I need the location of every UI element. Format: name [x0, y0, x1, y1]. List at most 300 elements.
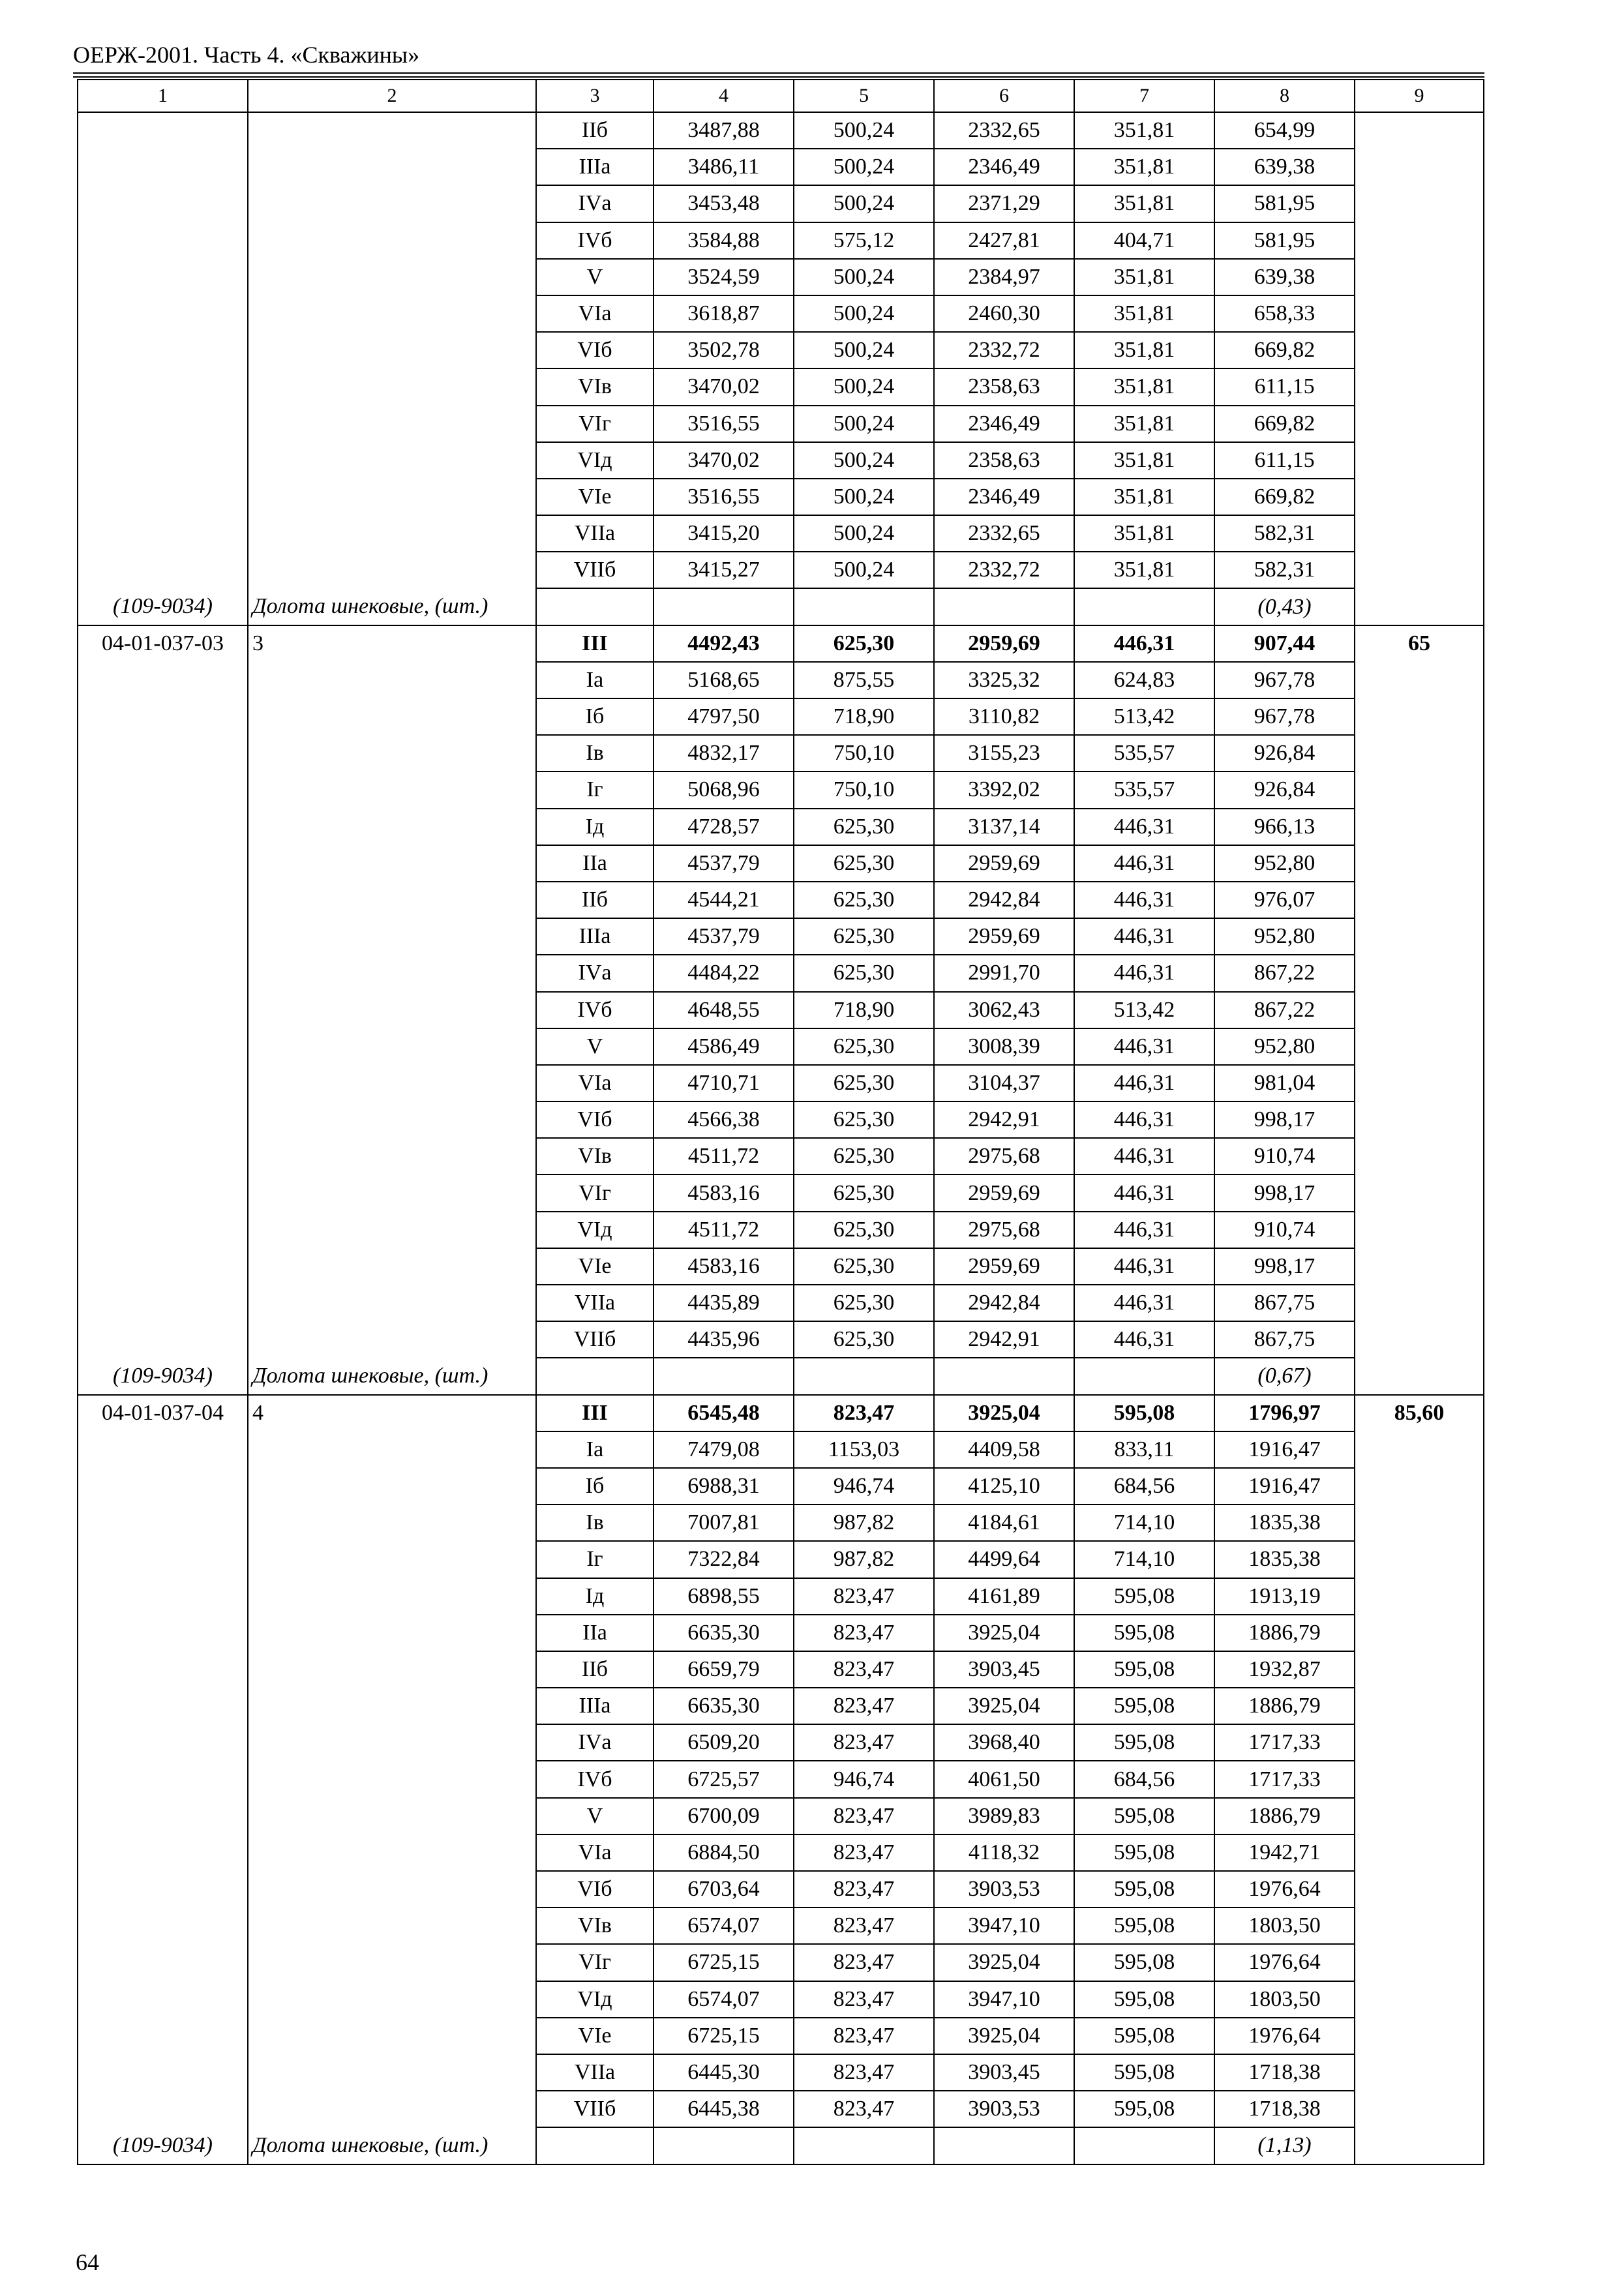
rate-code-cell: VIд [536, 442, 654, 479]
total-cell [1355, 1431, 1484, 1468]
total-cost-cell: 3584,88 [654, 222, 794, 259]
total-cell [1355, 992, 1484, 1028]
description-cell [248, 332, 536, 368]
total-cell [1355, 515, 1484, 552]
wages-cell: 823,47 [794, 1871, 934, 1908]
rate-code-cell: Iв [536, 735, 654, 771]
rate-code-cell: VIIб [536, 2091, 654, 2127]
machine-cost-cell: 2346,49 [934, 406, 1074, 442]
machinist-wages-cell: 351,81 [1074, 442, 1214, 479]
rate-code-cell [78, 1321, 248, 1358]
machinist-wages-cell: 595,08 [1074, 1615, 1214, 1651]
materials-cost-cell: 981,04 [1214, 1065, 1355, 1101]
rate-code-cell: IIб [536, 112, 654, 149]
materials-cost-cell: 952,80 [1214, 918, 1355, 955]
total-cost-cell: 4537,79 [654, 918, 794, 955]
materials-cost-cell: 1916,47 [1214, 1431, 1355, 1468]
machinist-wages-cell: 624,83 [1074, 662, 1214, 698]
materials-cost-cell: 1717,33 [1214, 1761, 1355, 1797]
rate-code-cell [78, 1944, 248, 1981]
rate-code-cell [78, 1871, 248, 1908]
rate-code-cell: VIIб [536, 552, 654, 588]
rate-code-cell [78, 185, 248, 222]
machinist-wages-cell: 833,11 [1074, 1431, 1214, 1468]
total-cost-cell: 3502,78 [654, 332, 794, 368]
total-cost-cell: 4648,55 [654, 992, 794, 1028]
empty-cell [1074, 2127, 1214, 2164]
column-number: 1 [78, 80, 248, 112]
total-cell [1355, 735, 1484, 771]
total-cell [1355, 149, 1484, 185]
total-cell [1355, 1944, 1484, 1981]
materials-cost-cell: 998,17 [1214, 1101, 1355, 1138]
rate-code-cell [78, 1468, 248, 1504]
column-number: 7 [1074, 80, 1214, 112]
table-row [78, 406, 1484, 442]
table-row [78, 1431, 1484, 1468]
rate-code-cell [78, 1101, 248, 1138]
materials-cost-cell: 611,15 [1214, 368, 1355, 405]
total-cell [1355, 1908, 1484, 1944]
description-cell [248, 809, 536, 845]
machinist-wages-cell: 684,56 [1074, 1468, 1214, 1504]
description-cell [248, 1761, 536, 1797]
total-cell [1355, 1871, 1484, 1908]
column-number: 5 [794, 80, 934, 112]
machinist-wages-cell: 446,31 [1074, 845, 1214, 882]
description-cell [248, 1541, 536, 1578]
rate-code-cell [78, 2018, 248, 2054]
description-cell [248, 295, 536, 332]
machine-cost-cell: 3903,45 [934, 1651, 1074, 1688]
resource-name: Долота шнековые, (шт.) [248, 2127, 536, 2164]
rate-code-cell [78, 112, 248, 149]
total-cost-cell: 6445,38 [654, 2091, 794, 2127]
rate-code-cell: VIв [536, 1138, 654, 1174]
wages-cell: 500,24 [794, 259, 934, 295]
total-cost-cell: 4797,50 [654, 698, 794, 735]
table-row [78, 332, 1484, 368]
description-cell [248, 1578, 536, 1615]
materials-cost-cell: 582,31 [1214, 552, 1355, 588]
wages-cell: 625,30 [794, 1212, 934, 1248]
machine-cost-cell: 4161,89 [934, 1578, 1074, 1615]
rate-code-cell: IIб [536, 1651, 654, 1688]
description-cell [248, 1981, 536, 2018]
total-cell [1355, 1028, 1484, 1065]
machinist-wages-cell: 446,31 [1074, 1028, 1214, 1065]
wages-cell: 823,47 [794, 2018, 934, 2054]
wages-cell: 625,30 [794, 1285, 934, 1321]
resource-name: Долота шнековые, (шт.) [248, 588, 536, 625]
machinist-wages-cell: 595,08 [1074, 1724, 1214, 1761]
resource-code: (109-9034) [78, 588, 248, 625]
total-cell [1355, 1138, 1484, 1174]
total-cell [1355, 1541, 1484, 1578]
empty-cell [654, 588, 794, 625]
rate-code-cell: IIа [536, 1615, 654, 1651]
rate-code-cell [78, 222, 248, 259]
wages-cell: 500,24 [794, 185, 934, 222]
total-cell [1355, 1615, 1484, 1651]
total-cell [1355, 1212, 1484, 1248]
rate-code-cell [78, 2091, 248, 2127]
machinist-wages-cell: 446,31 [1074, 1101, 1214, 1138]
machine-cost-cell: 3925,04 [934, 2018, 1074, 2054]
total-cell: 85,60 [1355, 1395, 1484, 1431]
rate-code-cell [78, 845, 248, 882]
machine-cost-cell: 3155,23 [934, 735, 1074, 771]
table-row [78, 1138, 1484, 1174]
table-row [78, 112, 1484, 149]
description-cell [248, 1651, 536, 1688]
rate-code-cell: VIб [536, 1101, 654, 1138]
machinist-wages-cell: 595,08 [1074, 1578, 1214, 1615]
total-cell [1355, 368, 1484, 405]
description-cell [248, 515, 536, 552]
description-cell [248, 185, 536, 222]
machine-cost-cell: 2991,70 [934, 955, 1074, 991]
total-cost-cell: 6574,07 [654, 1908, 794, 1944]
empty-cell [1074, 1358, 1214, 1394]
table-row [78, 2091, 1484, 2127]
materials-cost-cell: 639,38 [1214, 259, 1355, 295]
total-cost-cell: 4566,38 [654, 1101, 794, 1138]
table-row [78, 1248, 1484, 1285]
rate-code-cell: IIIа [536, 1688, 654, 1724]
total-cell [1355, 955, 1484, 991]
rate-code-cell [78, 1615, 248, 1651]
wages-cell: 823,47 [794, 1615, 934, 1651]
total-cell [1355, 1578, 1484, 1615]
total-cost-cell: 4484,22 [654, 955, 794, 991]
wages-cell: 987,82 [794, 1541, 934, 1578]
total-cell [1355, 1834, 1484, 1871]
rate-code-cell [78, 1834, 248, 1871]
materials-cost-cell: 1886,79 [1214, 1798, 1355, 1834]
description-cell [248, 918, 536, 955]
total-cost-cell: 6659,79 [654, 1651, 794, 1688]
machinist-wages-cell: 595,08 [1074, 2054, 1214, 2091]
total-cost-cell: 3487,88 [654, 112, 794, 149]
machinist-wages-cell: 351,81 [1074, 552, 1214, 588]
materials-cost-cell: 867,22 [1214, 992, 1355, 1028]
total-cell [1355, 845, 1484, 882]
resource-note-row [78, 1358, 1484, 1394]
total-cost-cell: 3415,27 [654, 552, 794, 588]
machine-cost-cell: 2384,97 [934, 259, 1074, 295]
table-row [78, 1651, 1484, 1688]
machinist-wages-cell: 351,81 [1074, 295, 1214, 332]
wages-cell: 625,30 [794, 955, 934, 991]
table-row [78, 149, 1484, 185]
machine-cost-cell: 2346,49 [934, 149, 1074, 185]
rate-code-cell [78, 1908, 248, 1944]
wages-cell: 500,24 [794, 552, 934, 588]
description-cell [248, 1321, 536, 1358]
description-cell [248, 1798, 536, 1834]
header-rule [73, 72, 1484, 74]
materials-cost-cell: 910,74 [1214, 1212, 1355, 1248]
rate-code-cell: VIа [536, 1834, 654, 1871]
total-cost-cell: 6725,57 [654, 1761, 794, 1797]
machinist-wages-cell: 351,81 [1074, 185, 1214, 222]
total-cell [1355, 1798, 1484, 1834]
table-row [78, 1101, 1484, 1138]
table-row [78, 1504, 1484, 1541]
rate-code-cell [78, 1981, 248, 2018]
table-row [78, 368, 1484, 405]
table-row [78, 1761, 1484, 1797]
rate-code-cell: Iа [536, 662, 654, 698]
total-cost-cell: 4832,17 [654, 735, 794, 771]
machine-cost-cell: 2975,68 [934, 1212, 1074, 1248]
rate-code-cell [78, 515, 248, 552]
column-number: 6 [934, 80, 1074, 112]
total-cell [1355, 479, 1484, 515]
machinist-wages-cell: 535,57 [1074, 771, 1214, 808]
total-cost-cell: 3516,55 [654, 406, 794, 442]
description-cell [248, 2018, 536, 2054]
rate-code-cell: VIIа [536, 1285, 654, 1321]
machinist-wages-cell: 595,08 [1074, 1871, 1214, 1908]
wages-cell: 750,10 [794, 735, 934, 771]
total-cost-cell: 6635,30 [654, 1688, 794, 1724]
header-rule-double [73, 76, 1484, 78]
table-row [78, 259, 1484, 295]
machinist-wages-cell: 595,08 [1074, 1798, 1214, 1834]
rate-code-cell [78, 1285, 248, 1321]
total-cell [1355, 222, 1484, 259]
rate-code-cell: Iб [536, 698, 654, 735]
machine-cost-cell: 3392,02 [934, 771, 1074, 808]
description-cell [248, 259, 536, 295]
wages-cell: 946,74 [794, 1761, 934, 1797]
description-cell [248, 406, 536, 442]
wages-cell: 823,47 [794, 2054, 934, 2091]
wages-cell: 823,47 [794, 1981, 934, 2018]
rate-code-cell: IVа [536, 955, 654, 991]
materials-cost-cell: 1976,64 [1214, 1944, 1355, 1981]
rate-code-cell: Iв [536, 1504, 654, 1541]
machinist-wages-cell: 595,08 [1074, 1651, 1214, 1688]
table-row [78, 955, 1484, 991]
rate-code-cell [78, 735, 248, 771]
table-row [78, 1688, 1484, 1724]
machine-cost-cell: 3925,04 [934, 1944, 1074, 1981]
total-cost-cell: 3516,55 [654, 479, 794, 515]
machine-cost-cell: 4118,32 [934, 1834, 1074, 1871]
rate-code-cell [78, 2054, 248, 2091]
total-cost-cell: 6635,30 [654, 1615, 794, 1651]
machinist-wages-cell: 446,31 [1074, 1174, 1214, 1211]
materials-cost-cell: 1886,79 [1214, 1688, 1355, 1724]
page-number: 64 [76, 2249, 99, 2275]
empty-cell [1355, 1358, 1484, 1394]
table-row [78, 185, 1484, 222]
total-cost-cell: 3470,02 [654, 442, 794, 479]
empty-cell [1355, 588, 1484, 625]
table-row [78, 918, 1484, 955]
wages-cell: 625,30 [794, 845, 934, 882]
rate-code-cell [78, 552, 248, 588]
empty-cell [794, 588, 934, 625]
machine-cost-cell: 3903,53 [934, 1871, 1074, 1908]
table-row [78, 1065, 1484, 1101]
table-row [78, 809, 1484, 845]
machine-cost-cell: 3989,83 [934, 1798, 1074, 1834]
total-cost-cell: 5068,96 [654, 771, 794, 808]
table-row [78, 515, 1484, 552]
materials-cost-cell: 1718,38 [1214, 2054, 1355, 2091]
total-cost-cell: 4492,43 [654, 625, 794, 662]
table-row [78, 625, 1484, 662]
materials-cost-cell: 669,82 [1214, 332, 1355, 368]
machinist-wages-cell: 446,31 [1074, 955, 1214, 991]
total-cell [1355, 1468, 1484, 1504]
materials-cost-cell: 967,78 [1214, 662, 1355, 698]
total-cost-cell: 7322,84 [654, 1541, 794, 1578]
machine-cost-cell: 2959,69 [934, 1174, 1074, 1211]
rate-code-cell: VIб [536, 332, 654, 368]
total-cell [1355, 1065, 1484, 1101]
empty-cell [654, 2127, 794, 2164]
materials-cost-cell: 910,74 [1214, 1138, 1355, 1174]
materials-cost-cell: 581,95 [1214, 185, 1355, 222]
rate-code-cell [78, 1174, 248, 1211]
wages-cell: 625,30 [794, 1248, 934, 1285]
rates-table [77, 79, 1484, 2165]
total-cell [1355, 259, 1484, 295]
rate-code-cell [78, 771, 248, 808]
total-cost-cell: 4728,57 [654, 809, 794, 845]
rate-code-cell: VIг [536, 406, 654, 442]
rate-code-cell: 04-01-037-03 [78, 625, 248, 662]
total-cost-cell: 4537,79 [654, 845, 794, 882]
machine-cost-cell: 2942,91 [934, 1321, 1074, 1358]
rate-code-cell [78, 1688, 248, 1724]
machine-cost-cell: 3008,39 [934, 1028, 1074, 1065]
table-row [78, 1321, 1484, 1358]
total-cost-cell: 6509,20 [654, 1724, 794, 1761]
description-cell [248, 1101, 536, 1138]
rate-code-cell [78, 882, 248, 918]
machinist-wages-cell: 684,56 [1074, 1761, 1214, 1797]
rate-code-cell: V [536, 259, 654, 295]
wages-cell: 575,12 [794, 222, 934, 259]
table-row [78, 845, 1484, 882]
wages-cell: 718,90 [794, 698, 934, 735]
machinist-wages-cell: 446,31 [1074, 625, 1214, 662]
table-row [78, 442, 1484, 479]
rate-code-cell [78, 1798, 248, 1834]
materials-cost-cell: 1976,64 [1214, 1871, 1355, 1908]
description-cell [248, 1248, 536, 1285]
materials-cost-cell: 658,33 [1214, 295, 1355, 332]
wages-cell: 718,90 [794, 992, 934, 1028]
description-cell [248, 1212, 536, 1248]
machine-cost-cell: 3903,45 [934, 2054, 1074, 2091]
resource-quantity: (1,13) [1214, 2127, 1355, 2164]
table-row [78, 1724, 1484, 1761]
description-cell [248, 771, 536, 808]
machine-cost-cell: 4061,50 [934, 1761, 1074, 1797]
wages-cell: 625,30 [794, 1174, 934, 1211]
machinist-wages-cell: 446,31 [1074, 1248, 1214, 1285]
total-cell [1355, 1724, 1484, 1761]
total-cost-cell: 6703,64 [654, 1871, 794, 1908]
table-row [78, 1798, 1484, 1834]
rate-code-cell: IIIа [536, 149, 654, 185]
total-cost-cell: 7479,08 [654, 1431, 794, 1468]
wages-cell: 500,24 [794, 332, 934, 368]
table-row [78, 1944, 1484, 1981]
rate-code-cell: VIа [536, 295, 654, 332]
wages-cell: 625,30 [794, 809, 934, 845]
machine-cost-cell: 2942,84 [934, 882, 1074, 918]
total-cost-cell: 6884,50 [654, 1834, 794, 1871]
rate-code-cell [78, 918, 248, 955]
rate-code-cell: III [536, 1395, 654, 1431]
rate-code-cell: VIд [536, 1212, 654, 1248]
rate-code-cell [78, 698, 248, 735]
materials-cost-cell: 1932,87 [1214, 1651, 1355, 1688]
wages-cell: 625,30 [794, 918, 934, 955]
description-cell [248, 222, 536, 259]
column-number: 8 [1214, 80, 1355, 112]
materials-cost-cell: 926,84 [1214, 735, 1355, 771]
table-row [78, 2054, 1484, 2091]
total-cost-cell: 6725,15 [654, 2018, 794, 2054]
total-cell [1355, 1321, 1484, 1358]
empty-cell [536, 1358, 654, 1394]
machine-cost-cell: 2332,65 [934, 112, 1074, 149]
description-cell [248, 955, 536, 991]
total-cell [1355, 442, 1484, 479]
description-cell [248, 1724, 536, 1761]
wages-cell: 500,24 [794, 295, 934, 332]
total-cost-cell: 4583,16 [654, 1248, 794, 1285]
table-row [78, 992, 1484, 1028]
rate-code-cell [78, 1065, 248, 1101]
machinist-wages-cell: 351,81 [1074, 149, 1214, 185]
rate-code-cell [78, 368, 248, 405]
total-cost-cell: 3486,11 [654, 149, 794, 185]
wages-cell: 823,47 [794, 1798, 934, 1834]
materials-cost-cell: 1835,38 [1214, 1541, 1355, 1578]
rate-code-cell: IVа [536, 185, 654, 222]
table-row [78, 882, 1484, 918]
materials-cost-cell: 669,82 [1214, 479, 1355, 515]
rate-code-cell [78, 259, 248, 295]
table-row [78, 1981, 1484, 2018]
machine-cost-cell: 3104,37 [934, 1065, 1074, 1101]
total-cost-cell: 3470,02 [654, 368, 794, 405]
rate-code-cell [78, 1541, 248, 1578]
description-cell [248, 552, 536, 588]
table-row [78, 771, 1484, 808]
materials-cost-cell: 926,84 [1214, 771, 1355, 808]
table-row [78, 1541, 1484, 1578]
wages-cell: 875,55 [794, 662, 934, 698]
table-row [78, 1615, 1484, 1651]
machinist-wages-cell: 513,42 [1074, 992, 1214, 1028]
rate-code-cell: Iа [536, 1431, 654, 1468]
materials-cost-cell: 966,13 [1214, 809, 1355, 845]
machinist-wages-cell: 404,71 [1074, 222, 1214, 259]
rate-code-cell [78, 442, 248, 479]
table-row [78, 1871, 1484, 1908]
